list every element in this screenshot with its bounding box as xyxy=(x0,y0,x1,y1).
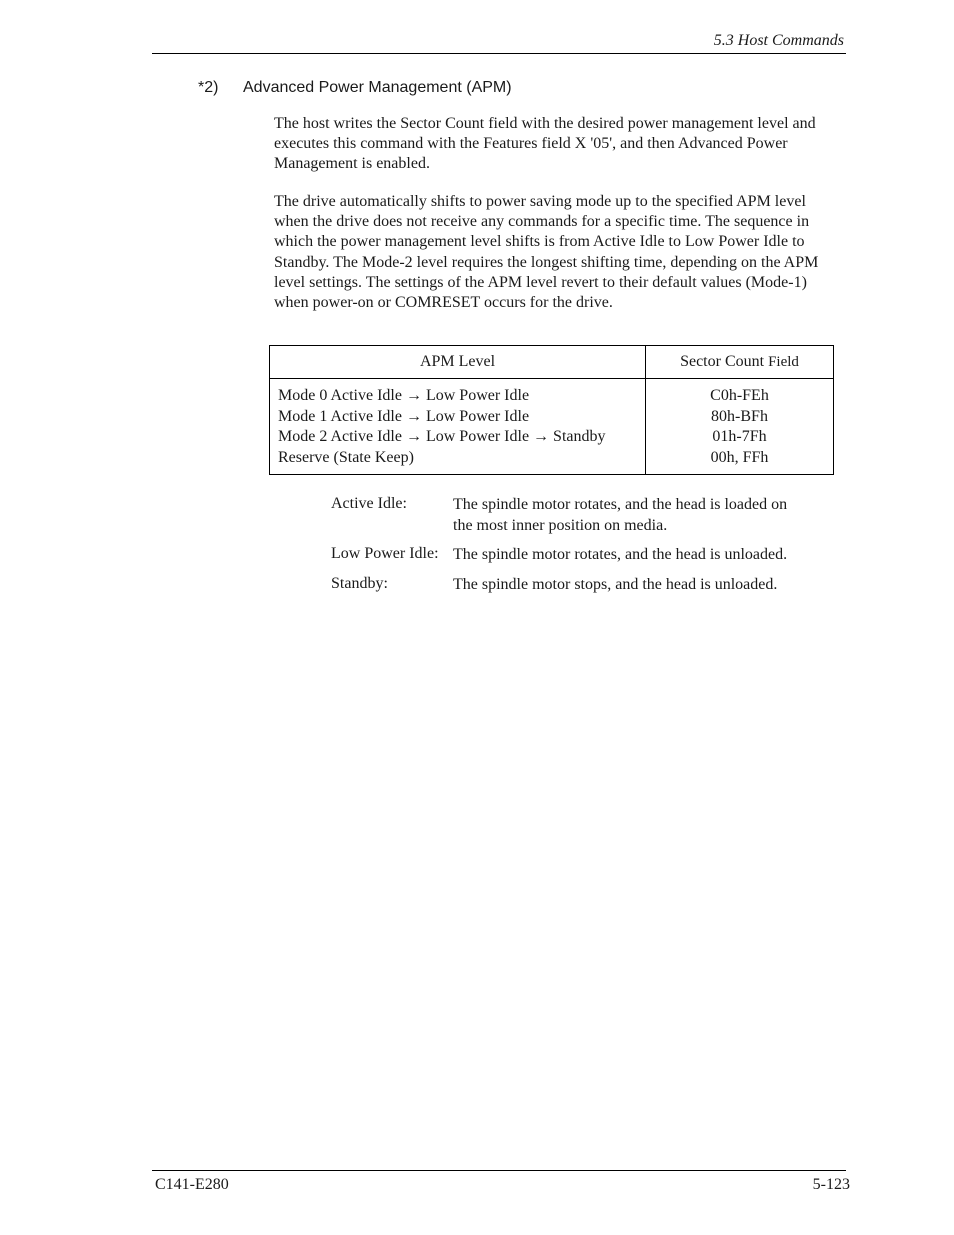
definition-desc-standby xyxy=(453,575,838,596)
section-title: Advanced Power Management (APM) xyxy=(243,79,512,96)
table-row-level: Mode 2 Active Idle → Low Power Idle → Standby xyxy=(278,428,606,446)
apm-level-cell xyxy=(270,379,646,475)
definition-desc-low-power-idle xyxy=(453,545,838,566)
table-body-row xyxy=(270,379,834,475)
header-sector-count xyxy=(646,346,834,379)
table-row-count: 80h-BFh xyxy=(711,407,768,425)
footer-doc-code: C141-E280 xyxy=(155,1176,229,1193)
definition-desc-line: The spindle motor rotates, and the head is unloaded. xyxy=(453,546,788,563)
sector-count-cell xyxy=(646,379,834,475)
paragraph-apm-shift: The drive automatically shifts to power saving mode up to the specified APM level when the drive does not receive any commands for a specific time. The sequence in which the power management level shifts is from Active Idle to Low Power Idle to Standby. The Mode-2 level requires the longest shifting time, depending on the APM level settings. The settings of the APM level revert to their default values (Mode-1) when power-on or COMRESET occurs for the drive. xyxy=(274,193,819,312)
table-row-level: Reserve (State Keep) xyxy=(278,449,414,467)
table-row-level: Mode 0 Active Idle → Low Power Idle xyxy=(278,387,530,404)
header-sector-count-suffix: Field xyxy=(768,354,799,370)
table-row-count: 01h-7Fh xyxy=(712,428,767,446)
header-rule xyxy=(152,53,846,54)
definition-desc-line: The spindle motor stops, and the head is unloaded. xyxy=(453,576,778,593)
header-apm-level: APM Level xyxy=(270,346,646,379)
paragraph-apm-enable: The host writes the Sector Count field with the desired power management level and executes this command with the Features field X '05', and then Advanced Power Management is enabled. xyxy=(274,115,816,173)
table-row-level: Mode 1 Active Idle → Low Power Idle xyxy=(278,407,530,425)
footer-page-number: 5-123 xyxy=(812,1176,850,1193)
table-header-row xyxy=(270,346,834,379)
footer-rule xyxy=(152,1170,846,1171)
definition-desc-line: the most inner position on media. xyxy=(453,516,668,534)
definition-desc-active-idle xyxy=(453,495,838,536)
definition-desc-line: The spindle motor rotates, and the head is loaded on xyxy=(453,496,788,513)
header-sector-count-main: Sector Count xyxy=(680,353,765,370)
definition-term-standby: Standby: xyxy=(331,575,388,592)
definition-term-active-idle: Active Idle: xyxy=(331,495,407,512)
section-number: *2) xyxy=(198,79,219,96)
definition-term-low-power-idle: Low Power Idle: xyxy=(331,545,439,562)
table-row-count: C0h-FEh xyxy=(710,387,769,404)
apm-level-table xyxy=(269,345,834,475)
table-row-count: 00h, FFh xyxy=(710,449,769,467)
running-head: 5.3 Host Commands xyxy=(713,32,844,49)
